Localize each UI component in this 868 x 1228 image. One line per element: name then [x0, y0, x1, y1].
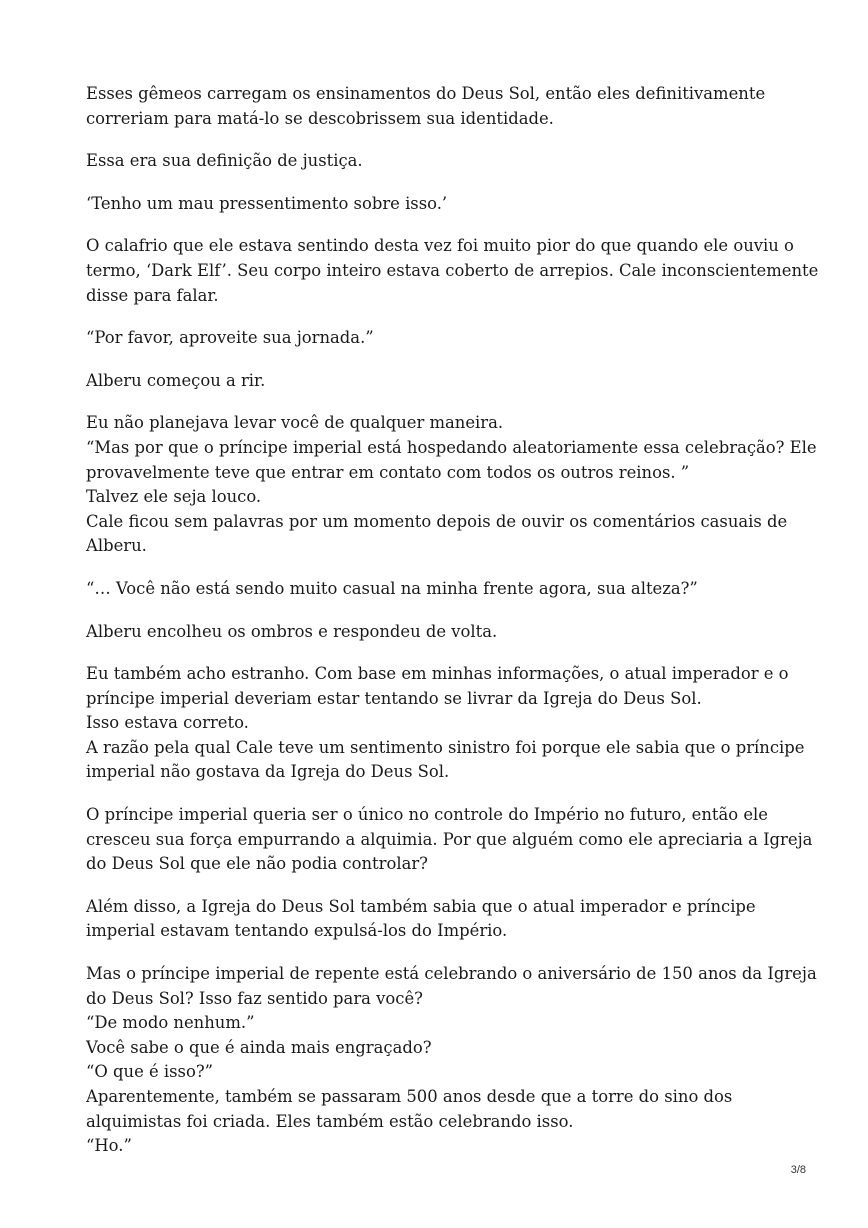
- text-line: Isso estava correto.: [86, 713, 249, 733]
- text-line: cresceu sua força empurrando a alquimia. Por que alguém como ele apreciaria a Igreja: [86, 829, 813, 849]
- text-line: Aparentemente, também se passaram 500 anos desde que a torre do sino dos: [86, 1087, 733, 1106]
- paragraph: [86, 234, 819, 308]
- text-line: “Mas por que o príncipe imperial está hospedando aleatoriamente essa celebração? Ele: [86, 437, 817, 457]
- paragraph: [86, 662, 805, 785]
- text-line: Alberu.: [86, 536, 147, 556]
- text-line: disse para falar.: [86, 285, 219, 305]
- text-line: Eu não planejava levar você de qualquer maneira.: [86, 413, 504, 433]
- text-line: ‘Tenho um mau pressentimento sobre isso.’: [86, 193, 448, 213]
- text-line: do Deus Sol? Isso faz sentido para você?: [86, 988, 423, 1008]
- page-number: 3/8: [790, 1164, 806, 1176]
- text-line: Além disso, a Igreja do Deus Sol também sabia que o atual imperador e príncipe: [86, 896, 756, 916]
- text-line: imperial estavam tentando expulsá-los do Império.: [86, 921, 508, 941]
- text-line: “De modo nenhum.”: [86, 1013, 255, 1033]
- paragraph: [86, 149, 786, 174]
- text-line: “Por favor, aproveite sua jornada.”: [86, 328, 374, 348]
- text-line: correriam para matá-lo se descobrissem sua identidade.: [86, 108, 554, 128]
- paragraph: [86, 803, 813, 877]
- paragraph: [86, 82, 786, 131]
- text-line: Alberu encolheu os ombros e respondeu de volta.: [86, 621, 498, 641]
- paragraph: [86, 895, 786, 944]
- text-line: O príncipe imperial queria ser o único no controle do Império no futuro, então ele: [86, 805, 769, 825]
- text-line: príncipe imperial deveriam estar tentando se livrar da Igreja do Deus Sol.: [86, 688, 702, 708]
- text-line: “… Você não está sendo muito casual na minha frente agora, sua alteza?”: [86, 578, 698, 598]
- paragraph: [86, 326, 786, 351]
- text-line: Esses gêmeos carregam os ensinamentos do Deus Sol, então eles definitivamente: [86, 84, 766, 103]
- paragraph: [86, 192, 786, 217]
- text-line: Mas o príncipe imperial de repente está celebrando o aniversário de 150 anos da Igreja: [86, 964, 817, 984]
- text-line: do Deus Sol que ele não podia controlar?: [86, 854, 428, 874]
- paragraph: [86, 620, 786, 645]
- text-line: Você sabe o que é ainda mais engraçado?: [86, 1037, 432, 1057]
- text-line: O calafrio que ele estava sentindo desta vez foi muito pior do que quando ele ouviu o: [86, 236, 794, 256]
- text-line: termo, ‘Dark Elf’. Seu corpo inteiro estava coberto de arrepios. Cale inconscientemente: [86, 260, 819, 280]
- paragraph: [86, 411, 817, 559]
- text-line: “Ho.”: [86, 1136, 132, 1156]
- text-line: imperial não gostava da Igreja do Deus Sol.: [86, 762, 450, 782]
- text-line: provavelmente teve que entrar em contato com todos os outros reinos. ”: [86, 462, 690, 482]
- text-line: A razão pela qual Cale teve um sentimento sinistro foi porque ele sabia que o príncipe: [86, 737, 805, 757]
- paragraph: [86, 962, 817, 1159]
- text-line: “O que é isso?”: [86, 1062, 213, 1082]
- text-line: Essa era sua definição de justiça.: [86, 151, 363, 171]
- text-line: Talvez ele seja louco.: [86, 487, 262, 507]
- text-line: Cale ficou sem palavras por um momento depois de ouvir os comentários casuais de: [86, 511, 788, 531]
- text-line: Alberu começou a rir.: [86, 370, 266, 390]
- text-line: Eu também acho estranho. Com base em minhas informações, o atual imperador e o: [86, 664, 789, 684]
- text-line: alquimistas foi criada. Eles também estão celebrando isso.: [86, 1111, 574, 1131]
- paragraph: [86, 369, 786, 394]
- paragraph: [86, 577, 786, 602]
